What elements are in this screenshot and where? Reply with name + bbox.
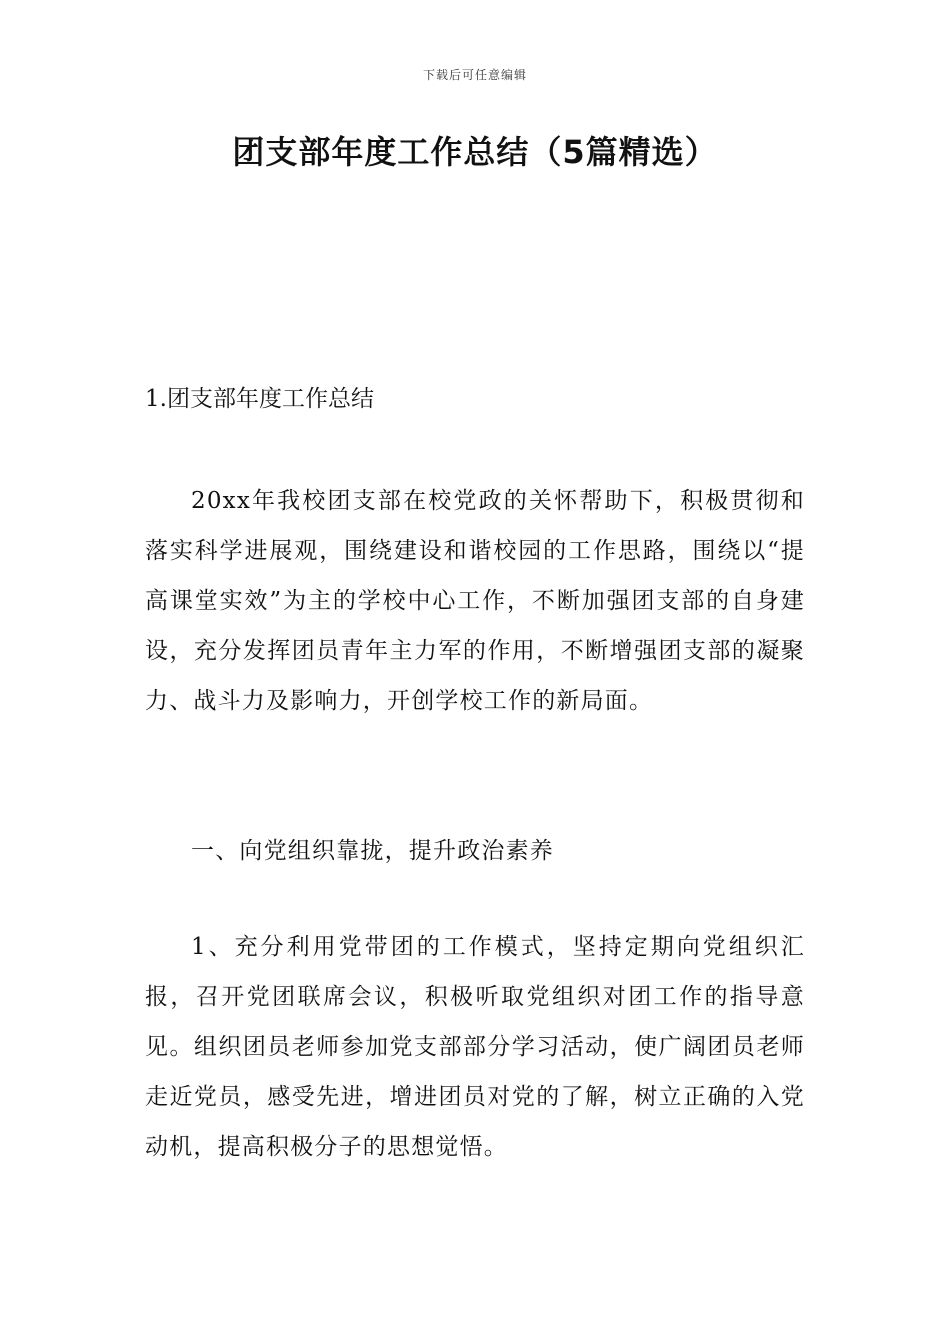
body-paragraph: 20xx年我校团支部在校党政的关怀帮助下，积极贯彻和落实科学进展观，围绕建设和谐校园的工作思路，围绕以“提高课堂实效”为主的学校中心工作，不断加强团支部的自身建设，充分发挥团员青年主力军的作用，不断增强团支部的凝聚力、战斗力及影响力，开创学校工作的新局面。 [145, 488, 805, 714]
sub-heading: 一、向党组织靠拢，提升政治素养 [191, 838, 554, 864]
document-title: 团支部年度工作总结（5篇精选） [232, 133, 718, 171]
body-paragraph: 1、充分利用党带团的工作模式，坚持定期向党组织汇报，召开党团联席会议，积极听取党组织对团工作的指导意见。组织团员老师参加党支部部分学习活动，使广阔团员老师走近党员，感受先进，增进团员对党的了解，树立正确的入党动机，提高积极分子的思想觉悟。 [145, 934, 805, 1160]
section-heading: 1.团支部年度工作总结 [145, 386, 374, 412]
header-note: 下载后可任意编辑 [422, 68, 527, 82]
